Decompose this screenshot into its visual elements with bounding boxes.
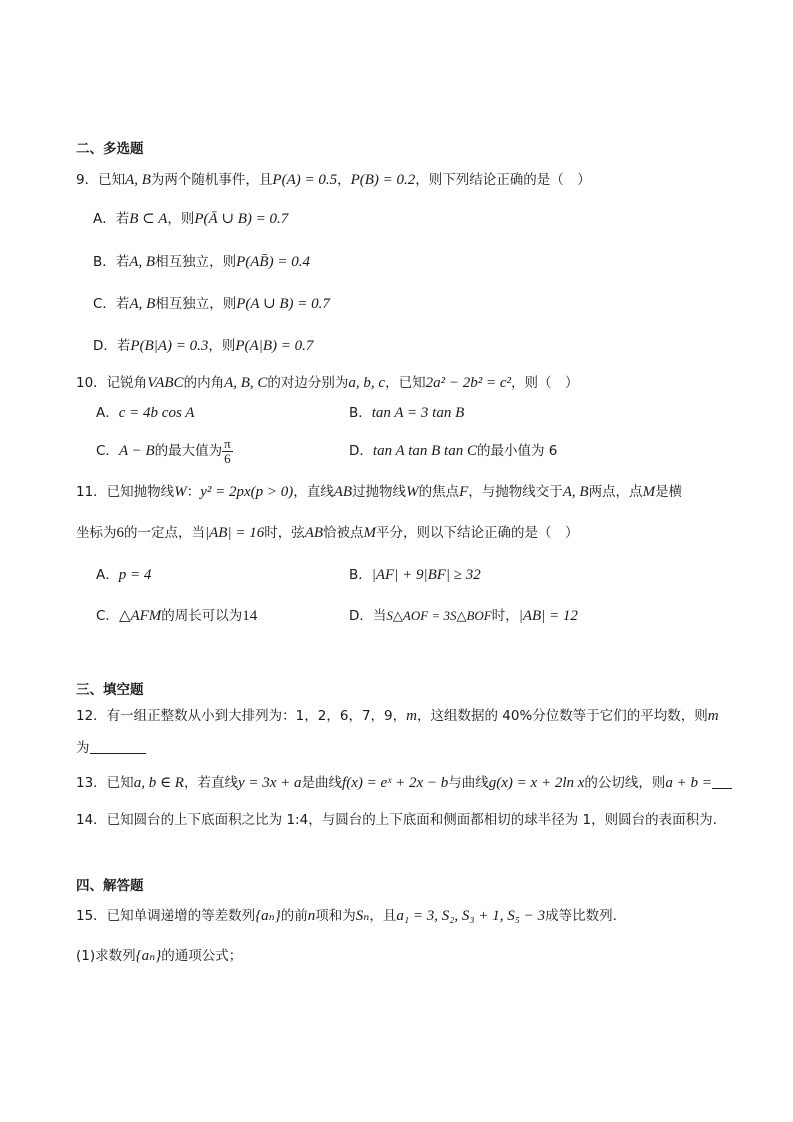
q11-option-b [349,565,481,585]
question-9-stem [76,170,591,190]
q11-abs-ab: |AB| = 16 [205,525,265,541]
q13-answer-blank[interactable] [712,774,732,789]
q11-d-label: D．当 [349,608,387,624]
question-15 [76,906,626,926]
q10-b-label: B． [349,405,372,421]
q10-text-a: 10．记锐角 [76,375,148,391]
q15-text-e: 成等比数列． [545,908,627,924]
q14-text: 14．已知圆台的上下底面积之比为 1:4，与圆台的上下底面和侧面都相切的球半径为 1，则圆台的表面积为 [76,812,713,828]
q15-text-a: 15．已知单调递增的等差数列 [76,908,256,924]
q13-f-eq: f(x) = eˣ + 2x − b [342,775,449,791]
q15-text-b: 的前 [280,908,308,924]
q10-text-c: 的对边分别为 [267,375,349,391]
q11-f: F [459,484,469,500]
question-15-part-1 [76,946,242,966]
q11-parabola-eq: y² = 2px(p > 0) [200,484,294,500]
q11-m: M [642,484,656,500]
question-11-stem-line2 [76,523,579,543]
q9-option-a [93,209,288,229]
q9-a-condition: B ⊂ A [129,211,168,227]
q11-option-c [96,606,257,626]
q9-a-mid: ，则 [167,211,195,227]
q11-text-l: 平分，则以下结论正确的是（ ） [376,525,579,541]
q11-m2: M [363,525,377,541]
q11-w: W [174,484,187,500]
q9-a-label: A．若 [93,211,130,227]
q11-w2: W [406,484,419,500]
q15-sub1-text-b: 的通项公式； [161,948,243,964]
section-heading-solve: 四、解答题 [76,878,144,894]
q9-b-mid: 相互独立，则 [155,254,237,270]
q15-seq: {aₙ} [255,908,281,924]
q10-triangle: VABC [147,375,184,391]
q11-text-b: ，直线 [293,484,334,500]
q11-d-mid: 时， [491,608,519,624]
q10-option-c [96,436,233,466]
q11-text-k: 恰被点 [323,525,364,541]
q10-a-label: A． [96,405,119,421]
q9-pa: P(A) = 0.5 [272,172,338,188]
q11-text-c: 过抛物线 [352,484,407,500]
q11-text-a: 11．已知抛物线 [76,484,175,500]
q11-ab3: AB [304,525,324,541]
q11-text-f: 两点，点 [588,484,643,500]
q15-condition: a₁ = 3, S₂, S₃ + 1, S₅ − 3 [396,908,546,924]
question-12-line2 [76,738,146,758]
q9-c-vars: A, B [129,296,156,312]
q15-text-c: 项和为 [315,908,356,924]
q10-b-math: tan A = 3 tan B [371,405,465,421]
q9-text-a: 9．已知 [76,172,126,188]
q15-sub1-text-a: (1)求数列 [76,948,136,964]
q9-c-math: P(A ∪ B) = 0.7 [236,296,330,312]
q10-option-d [349,441,557,461]
q10-c-label: C． [96,443,119,459]
q15-sub1-seq: {aₙ} [135,948,162,964]
q9-pb: P(B) = 0.2 [350,172,416,188]
q13-text-c: 是曲线 [301,775,343,791]
section-heading-fill-in: 三、填空题 [76,682,144,698]
question-11-stem-line1 [76,482,682,502]
q12-text-a: 12．有一组正整数从小到大排列为：1，2，6，7，9， [76,708,407,724]
q11-text-j: 时，弦 [264,525,305,541]
section-heading-multiple-choice: 二、多选题 [76,141,144,157]
q9-c-label: C．若 [93,296,130,312]
q10-c-denominator: 6 [224,450,231,466]
q12-m2: m [707,708,719,724]
q9-c-mid: 相互独立，则 [155,296,237,312]
q10-d-label: D． [349,443,373,459]
q10-c-math: A − B [118,443,155,459]
q9-b-vars: A, B [129,254,156,270]
q12-text-b: ，这组数据的 40%分位数等于它们的平均数，则 [416,708,708,724]
q11-d-math2: |AB| = 12 [518,608,578,624]
q10-a-math: c = 4b cos A [118,405,195,421]
q9-d-label: D．若 [93,338,131,354]
q13-sum: a + b = [665,775,712,791]
q9-events: A, B [125,172,151,188]
question-12-line1 [76,706,719,726]
q12-m: m [406,708,417,724]
question-14 [76,810,717,830]
q11-c-number: 14 [242,608,258,624]
q10-c-text: 的最大值为 [154,443,223,459]
q13-text-e: 的公切线，则 [584,775,666,791]
q13-vars: a, b ∈ R [133,775,184,791]
q13-g-eq: g(x) = x + 2ln x [488,775,585,791]
q9-text-b: 为两个随机事件，且 [150,172,273,188]
q10-d-text: 的最小值为 6 [476,443,558,459]
q11-a-label: A． [96,567,119,583]
q10-equation: 2a² − 2b² = c² [425,375,511,391]
q11-b-label: B． [349,567,372,583]
q11-six: 6 [116,525,124,541]
q15-sn: Sₙ [355,908,370,924]
q9-option-c [93,294,330,314]
q9-d-condition: P(B|A) = 0.3 [130,338,209,354]
q11-d-math: S△AOF = 3S△BOF [386,608,492,623]
q11-ab: AB [333,484,353,500]
q9-option-b [93,252,310,272]
q11-option-a [96,565,151,585]
q9-a-math: P(Ā ∪ B) = 0.7 [194,211,289,227]
q13-line-eq: y = 3x + a [237,775,302,791]
q11-text-d: 的焦点 [418,484,460,500]
q10-text-d: ，已知 [385,375,426,391]
q9-b-label: B．若 [93,254,130,270]
q10-option-a [96,403,194,423]
q10-text-e: ，则（ ） [511,375,579,391]
q10-c-numerator: π [224,435,231,451]
q15-text-d: ，且 [369,908,397,924]
q13-text-d: 与曲线 [448,775,489,791]
q10-text-b: 的内角 [183,375,225,391]
q13-text-a: 13．已知 [76,775,134,791]
q10-sides: a, b, c [348,375,386,391]
q10-c-fraction [222,437,233,466]
q11-text-g: 是横 [655,484,683,500]
q11-ab2: A, B [562,484,589,500]
q11-c-text: 的周长可以为 [161,608,243,624]
q9-d-mid: ，则 [208,338,236,354]
q10-angles: A, B, C [224,375,268,391]
q13-text-b: ，若直线 [183,775,238,791]
question-10-stem [76,373,579,393]
q11-c-label: C． [96,608,119,624]
q11-colon: ： [186,484,201,500]
q11-c-math: △AFM [118,608,162,624]
q11-text-i: 的一定点，当 [124,525,205,541]
q12-answer-blank[interactable] [90,739,146,754]
q10-d-math: tan A tan B tan C [372,443,477,459]
q15-n: n [307,908,316,924]
q9-d-math: P(A|B) = 0.7 [235,338,314,354]
q11-option-d [349,606,578,626]
q9-b-math: P(AB̄) = 0.4 [236,254,310,270]
q9-text-c: ，则下列结论正确的是（ ） [415,172,591,188]
q11-text-h: 坐标为 [76,525,117,541]
q14-end: . [712,812,717,828]
q10-option-b [349,403,464,423]
q11-b-math: |AF| + 9|BF| ≥ 32 [371,567,481,583]
q11-a-math: p = 4 [118,567,152,583]
q12-text-c: 为 [76,740,90,756]
q9-sep: ， [337,172,351,188]
q11-text-e: ，与抛物线交于 [468,484,563,500]
q9-option-d [93,336,313,356]
question-13 [76,773,732,793]
